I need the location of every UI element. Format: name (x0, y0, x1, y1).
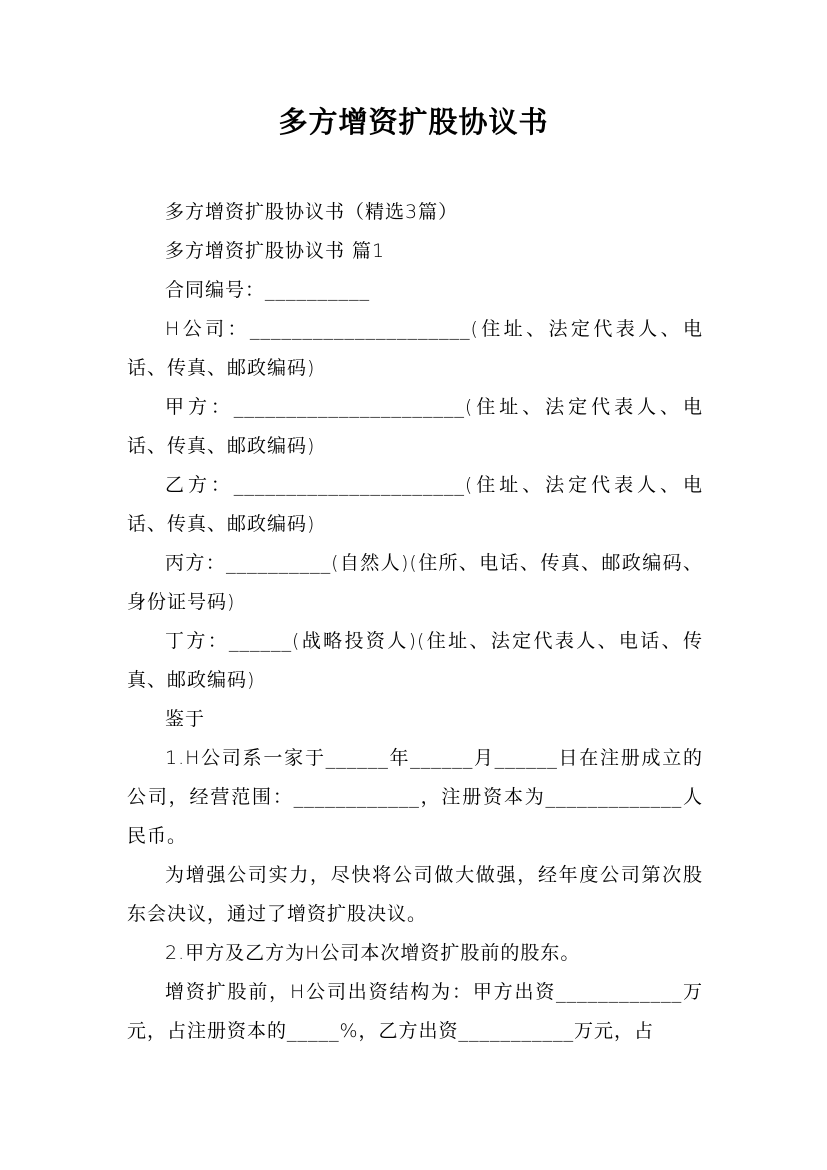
paragraph-party-c: 丙方：__________(自然人)(住所、电话、传真、邮政编码、身份证号码) (127, 552, 703, 613)
paragraph-party-d: 丁方：______(战略投资人)(住址、法定代表人、电话、传真、邮政编码) (127, 630, 703, 691)
paragraph-collection-title: 多方增资扩股协议书（精选3篇） (165, 201, 459, 223)
paragraph-whereas: 鉴于 (165, 708, 206, 730)
paragraph-capital-structure: 增资扩股前，H公司出资结构为：甲方出资____________万元，占注册资本的_____%，乙方出资___________万元，占 (127, 981, 703, 1042)
paragraph-clause-2: 2.甲方及乙方为H公司本次增资扩股前的股东。 (165, 942, 581, 964)
document-body (127, 193, 703, 1051)
paragraph-clause-1: 1.H公司系一家于______年______月______日在注册成立的公司，经营范围：____________，注册资本为_____________人民币。 (127, 747, 703, 847)
document-title: 多方增资扩股协议书 (278, 105, 549, 139)
paragraph-party-b: 乙方：______________________(住址、法定代表人、电话、传真、邮政编码) (127, 474, 703, 535)
paragraph-contract-number: 合同编号：__________ (165, 279, 371, 301)
paragraph-party-h-company: H公司：_____________________(住址、法定代表人、电话、传真、邮政编码) (127, 318, 703, 379)
paragraph-party-a: 甲方：______________________(住址、法定代表人、电话、传真、邮政编码) (127, 396, 703, 457)
paragraph-chapter-heading: 多方增资扩股协议书 篇1 (165, 240, 386, 262)
paragraph-capital-increase-purpose: 为增强公司实力，尽快将公司做大做强，经年度公司第次股东会决议，通过了增资扩股决议。 (127, 864, 703, 925)
